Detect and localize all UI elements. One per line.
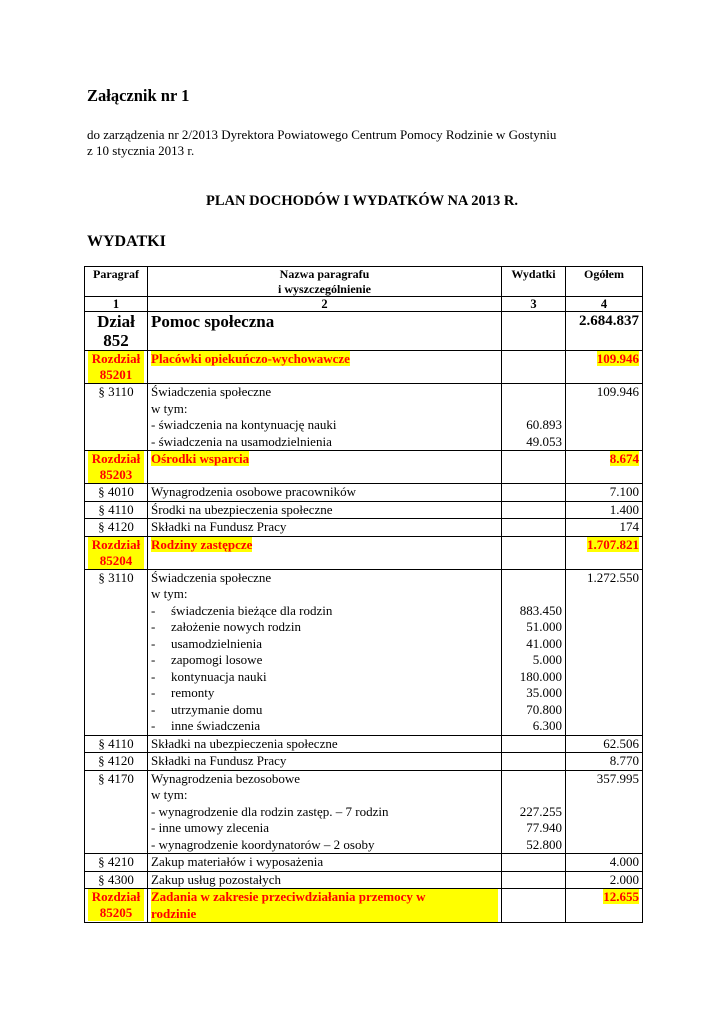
- detail-item: - założenie nowych rodzin: [151, 619, 301, 634]
- rozdzial-total: [566, 536, 643, 569]
- detail-value: 51.000: [526, 619, 562, 634]
- paragraph-total: 1.272.550: [566, 569, 643, 735]
- paragraph-total: 174: [566, 519, 643, 537]
- rozdzial-total: [566, 351, 643, 384]
- detail-item: - świadczenia na usamodzielnienia: [151, 433, 332, 449]
- paragraph-name: Środki na ubezpieczenia społeczne: [148, 501, 502, 519]
- detail-item: - kontynuacja nauki: [151, 668, 267, 684]
- w-tym-label: w tym:: [151, 586, 188, 601]
- rozdzial-label: [85, 351, 148, 384]
- w-tym-label: w tym:: [151, 787, 188, 802]
- detail-item: - remonty: [151, 685, 215, 700]
- paragraph-name: Składki na Fundusz Pracy: [148, 519, 502, 537]
- detail-item: - inne umowy zlecenia: [151, 820, 270, 835]
- paragraph-row: [85, 484, 643, 502]
- rozdzial-name: [148, 536, 502, 569]
- paragraph-title: Wynagrodzenia bezosobowe: [151, 770, 301, 786]
- paragraph-name: Zakup usług pozostałych: [148, 871, 502, 889]
- rozdzial-label-2: 85204: [99, 552, 133, 568]
- header-ogolem: Ogółem: [566, 267, 643, 297]
- detail-value: 35.000: [526, 685, 562, 700]
- paragraph-code: § 4010: [85, 484, 148, 502]
- paragraph-code: § 4210: [85, 854, 148, 872]
- rozdzial-name-line-1: Zadania w zakresie przeciwdziałania przemocy w: [151, 889, 426, 904]
- rozdzial-name-text: Ośrodki wsparcia: [151, 451, 250, 466]
- dzial-name: Pomoc społeczna: [148, 312, 502, 351]
- paragraph-name: [148, 569, 502, 735]
- column-number: 2: [148, 297, 502, 312]
- empty-cell: [502, 519, 566, 537]
- paragraph-name: Składki na Fundusz Pracy: [148, 753, 502, 771]
- paragraph-row: [85, 871, 643, 889]
- rozdzial-label-2: 85205: [99, 905, 133, 920]
- paragraph-code: § 4110: [85, 735, 148, 753]
- dzial-label: [85, 312, 148, 351]
- header-nazwa: [148, 267, 502, 297]
- attachment-title: Załącznik nr 1: [87, 86, 190, 105]
- dzial-label-2: 852: [103, 331, 129, 350]
- paragraph-total: 1.400: [566, 501, 643, 519]
- header-wydatki: Wydatki: [502, 267, 566, 297]
- paragraph-name: Składki na ubezpieczenia społeczne: [148, 735, 502, 753]
- detail-value: 5.000: [532, 652, 562, 667]
- paragraph-code: § 3110: [85, 569, 148, 735]
- empty-cell: [502, 871, 566, 889]
- subtitle-line-2: z 10 stycznia 2013 r.: [87, 143, 195, 158]
- paragraph-row: [85, 753, 643, 771]
- column-number: 3: [502, 297, 566, 312]
- rozdzial-total: [566, 451, 643, 484]
- paragraph-row: [85, 569, 643, 735]
- table-header-row: [85, 267, 643, 297]
- budget-table: [84, 266, 643, 923]
- detail-values: [502, 770, 566, 854]
- paragraph-total: 4.000: [566, 854, 643, 872]
- dzial-row: [85, 312, 643, 351]
- rozdzial-name: [148, 889, 502, 923]
- rozdzial-label-1: Rozdział: [91, 889, 141, 904]
- paragraph-code: § 4110: [85, 501, 148, 519]
- rozdzial-label-1: Rozdział: [91, 351, 141, 366]
- paragraph-total: 8.770: [566, 753, 643, 771]
- detail-value: 52.800: [526, 836, 562, 852]
- rozdzial-name: [148, 451, 502, 484]
- rozdzial-label: [85, 451, 148, 484]
- paragraph-code: § 4170: [85, 770, 148, 854]
- empty-cell: [502, 484, 566, 502]
- detail-value: 227.255: [519, 803, 562, 819]
- empty-cell: [502, 351, 566, 384]
- column-number: 4: [566, 297, 643, 312]
- paragraph-total: 109.946: [566, 384, 643, 451]
- rozdzial-label: [85, 889, 148, 923]
- paragraph-code: § 4120: [85, 753, 148, 771]
- paragraph-name: [148, 384, 502, 451]
- column-number: 1: [85, 297, 148, 312]
- detail-item: - zapomogi losowe: [151, 652, 263, 667]
- rozdzial-label-2: 85201: [99, 367, 133, 382]
- rozdzial-label: [85, 536, 148, 569]
- detail-item: - utrzymanie domu: [151, 701, 263, 717]
- paragraph-code: § 4300: [85, 871, 148, 889]
- paragraph-code: § 4120: [85, 519, 148, 537]
- paragraph-name: Wynagrodzenia osobowe pracowników: [148, 484, 502, 502]
- paragraph-name: Zakup materiałów i wyposażenia: [148, 854, 502, 872]
- rozdzial-total: [566, 889, 643, 923]
- rozdzial-85201-row: [85, 351, 643, 384]
- attachment-subtitle: [87, 127, 556, 159]
- rozdzial-name-line-2: rodzinie: [151, 905, 197, 921]
- empty-cell: [502, 501, 566, 519]
- detail-value: 6.300: [532, 718, 562, 733]
- paragraph-row: [85, 854, 643, 872]
- rozdzial-total-text: 12.655: [603, 889, 639, 904]
- rozdzial-total-text: 109.946: [596, 351, 639, 366]
- header-paragraf: Paragraf: [85, 267, 148, 297]
- rozdzial-name-text: Rodziny zastępcze: [151, 536, 253, 552]
- paragraph-total: 2.000: [566, 871, 643, 889]
- empty-cell: [502, 451, 566, 484]
- paragraph-row: [85, 735, 643, 753]
- rozdzial-name: [148, 351, 502, 384]
- rozdzial-name-text: Placówki opiekuńczo-wychowawcze: [151, 351, 350, 366]
- detail-item: - inne świadczenia: [151, 718, 261, 733]
- paragraph-row: [85, 770, 643, 854]
- paragraph-row: [85, 384, 643, 451]
- header-nazwa-line-2: i wyszczególnienie: [278, 281, 371, 296]
- empty-cell: [502, 854, 566, 872]
- paragraph-total: 7.100: [566, 484, 643, 502]
- rozdzial-85203-row: [85, 451, 643, 484]
- paragraph-name: [148, 770, 502, 854]
- rozdzial-85204-row: [85, 536, 643, 569]
- empty-cell: [502, 735, 566, 753]
- dzial-total: 2.684.837: [566, 312, 643, 351]
- detail-value: 70.800: [526, 701, 562, 717]
- empty-cell: [502, 753, 566, 771]
- detail-item: - wynagrodzenie koordynatorów – 2 osoby: [151, 836, 375, 852]
- detail-value: 41.000: [526, 635, 562, 651]
- paragraph-row: [85, 519, 643, 537]
- detail-value: 180.000: [519, 668, 562, 684]
- rozdzial-label-1: Rozdział: [91, 451, 141, 466]
- section-heading: WYDATKI: [87, 233, 166, 250]
- detail-item: - świadczenia bieżące dla rodzin: [151, 602, 333, 618]
- w-tym-label: w tym:: [151, 400, 188, 416]
- detail-values: [502, 384, 566, 451]
- column-number-row: [85, 297, 643, 312]
- rozdzial-label-1: Rozdział: [91, 536, 141, 552]
- plan-title: PLAN DOCHODÓW I WYDATKÓW NA 2013 R.: [206, 193, 518, 209]
- paragraph-title: Świadczenia społeczne: [151, 569, 272, 585]
- detail-item: - wynagrodzenie dla rodzin zastęp. – 7 rodzin: [151, 803, 389, 819]
- paragraph-row: [85, 501, 643, 519]
- detail-item: - świadczenia na kontynuację nauki: [151, 417, 337, 432]
- empty-cell: [502, 312, 566, 351]
- dzial-label-1: Dział: [97, 312, 135, 331]
- detail-value: 49.053: [526, 433, 562, 449]
- rozdzial-total-text: 1.707.821: [587, 536, 639, 552]
- paragraph-code: § 3110: [85, 384, 148, 451]
- paragraph-total: 62.506: [566, 735, 643, 753]
- detail-value: 883.450: [519, 602, 562, 618]
- rozdzial-85205-row: [85, 889, 643, 923]
- paragraph-total: 357.995: [566, 770, 643, 854]
- header-nazwa-line-1: Nazwa paragrafu: [279, 267, 370, 281]
- empty-cell: [502, 536, 566, 569]
- detail-values: [502, 569, 566, 735]
- empty-cell: [502, 889, 566, 923]
- detail-item: - usamodzielnienia: [151, 635, 262, 651]
- paragraph-title: Świadczenia społeczne: [151, 384, 272, 399]
- subtitle-line-1: do zarządzenia nr 2/2013 Dyrektora Powiatowego Centrum Pomocy Rodzinie w Gostyniu: [87, 127, 557, 142]
- rozdzial-total-text: 8.674: [609, 451, 639, 466]
- detail-value: 77.940: [526, 820, 562, 835]
- detail-value: 60.893: [526, 417, 562, 432]
- rozdzial-label-2: 85203: [99, 467, 133, 482]
